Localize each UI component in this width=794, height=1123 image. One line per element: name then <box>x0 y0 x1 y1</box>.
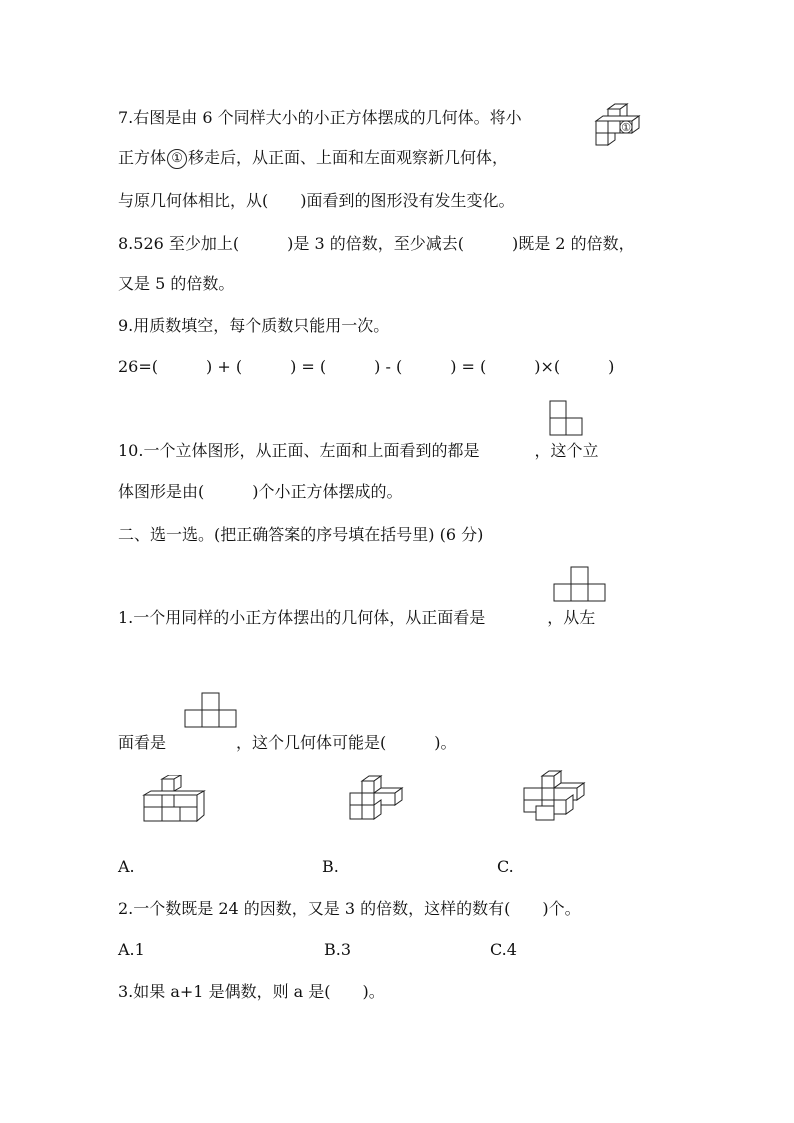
c2-line-1: 2.一个数既是 24 的因数，又是 3 的倍数，这样的数有( )个。 <box>118 899 581 918</box>
c2-option-c: C.4 <box>490 940 517 959</box>
c1-line-1 <box>118 608 595 628</box>
c1-line-2-pre: 面看是 <box>118 733 167 752</box>
c1-line-1-pre: 1.一个用同样的小正方体摆出的几何体，从正面看是 <box>118 608 486 627</box>
c1-line-1-post: ，从左 <box>547 608 596 627</box>
c1-left-view-figure <box>184 692 240 730</box>
c1-option-b-label: B. <box>322 857 339 876</box>
q7-line-2-pre: 正方体 <box>118 148 167 167</box>
q9-line-2: 26=( ) + ( ) = ( ) - ( ) = ( )×( ) <box>118 357 615 376</box>
q7-line-1: 7.右图是由 6 个同样大小的小正方体摆成的几何体。将小 <box>118 108 522 127</box>
c2-option-a: A.1 <box>118 940 145 959</box>
q9-line-1: 9.用质数填空，每个质数只能用一次。 <box>118 316 390 335</box>
section-2-heading: 二、选一选。(把正确答案的序号填在括号里) (6 分) <box>118 525 484 544</box>
q10-line-1-pre: 10.一个立体图形，从正面、左面和上面看到的都是 <box>118 441 480 460</box>
q7-line-2-post: 移走后，从正面、上面和左面观察新几何体， <box>188 148 509 167</box>
q7-line-3: 与原几何体相比，从( )面看到的图形没有发生变化。 <box>118 191 515 210</box>
q8-line-2: 又是 5 的倍数。 <box>118 274 235 293</box>
c1-front-view-figure <box>553 566 609 604</box>
c1-option-c-figure <box>522 770 590 824</box>
c1-option-a-figure <box>140 775 210 825</box>
c1-option-a-label: A. <box>118 857 135 876</box>
q7-cube-figure <box>580 100 652 160</box>
circled-one-label: ① <box>167 149 187 169</box>
q10-line-1 <box>118 441 598 461</box>
q8-line-1: 8.526 至少加上( )是 3 的倍数，至少减去( )既是 2 的倍数， <box>118 234 635 253</box>
q10-view-figure <box>549 400 585 438</box>
figure-circled-one: ① <box>621 121 631 134</box>
c1-line-2-post: ，这个几何体可能是( )。 <box>236 733 457 752</box>
c1-line-2 <box>118 733 457 753</box>
c2-option-b: B.3 <box>324 940 352 959</box>
c1-option-b-figure <box>348 772 414 824</box>
c1-option-c-label: C. <box>497 857 514 876</box>
c3-line-1: 3.如果 a+1 是偶数，则 a 是( )。 <box>118 982 385 1001</box>
q7-line-2 <box>118 148 508 169</box>
q10-line-2: 体图形是由( )个小正方体摆成的。 <box>118 482 403 501</box>
q10-line-1-post: ，这个立 <box>534 441 599 460</box>
